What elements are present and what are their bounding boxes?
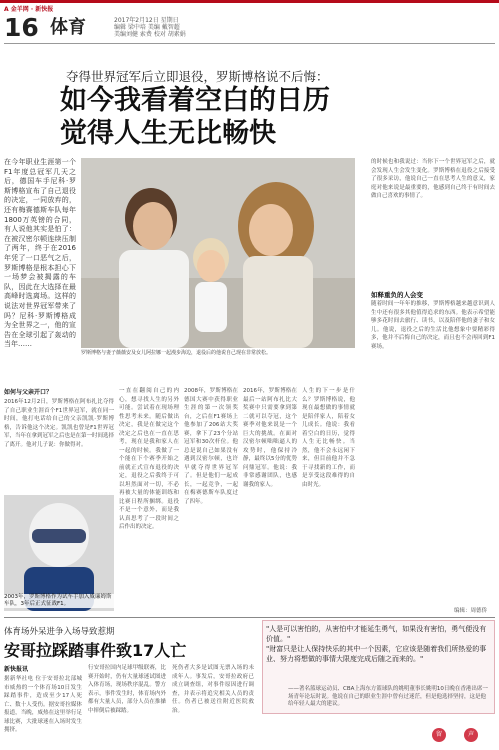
meta-date: 2017年2月12日 星期日 [114,17,179,24]
bottom-story-kicker: 体育场外呆进争入场导致惹期 [4,627,115,637]
headline-line-1: 如今我看着空白的日历 [60,85,330,116]
bottom-column-label: 新快报讯 [4,666,29,673]
story-kicker: 夺得世界冠军后立即退役，罗斯博格说不后悔： [66,69,329,84]
main-photo-caption: 罗斯博格与妻子薇薇安及女儿阿拉娜一起漫步海边，退役后的他说自己现在非常放松。 [81,350,272,356]
body-column-2: 一直在翻阅自己的内心，想寻找人生的另外可能。尝试着在现场理性思考未来。随后做出决定，我是在做完这个决定之后也在一直在思考，现在是我和家人在一起的时候。我做了一个能在下个赛季开始之前就正式宣布退役的决定，退役之后我终于可以坦然面对一切，不必再被大量的体能训练和比赛日程所捆绑。退役不是一个意外，而是我认真思考了一段时间之后作出的决定。 [119,388,179,530]
quote-line-1: "人是可以害怕的，从害怕中才能延生勇气，如果没有害怕，勇气便没有价值。" [266,625,487,643]
badge-left: 留 [432,728,446,742]
body-column-4: 2016年，罗斯博格在最后一站阿布扎比大奖赛中只需要拿到第二就可以夺冠，这个赛季对他来说是一个巨大的挑战。在面对汉密尔顿咄咄逼人的攻势时，他保持冷静，最终以5分的优势问鼎冠军。他说：我非常感谢团队，也感谢我的家人。 [243,388,297,488]
body-column-3: 2008年，罗斯博格在德国大赛中获得职业生涯的第一次领奖台，之后在F1赛场上他参加了206站大奖赛，拿下了23个分站冠军和30次杆位。他总是说自己如果没有遇到汉密尔顿，也许早就夺得世界冠军了。但是他们一起成长，一起竞争，一起在梅赛德斯车队度过了四年。 [184,388,238,505]
page-number: 16 [4,13,39,42]
racing-photo-caption: 2003年，罗斯博格作为试车手加入威廉姆斯车队，3年后正式征战F1。 [4,594,114,608]
main-photo [81,158,355,348]
story-byline: 编辑：周德侨 [454,608,488,614]
sidebar-text-top: 的时候也和我说过：当你下一个世界冠军之后，就会发现人生会发生变化。罗斯博格在退役之后接受了很多采访，他说自己一直在思考人生的意义，家庭对他来说是最重要的，他感到自己终于有时间去做自己喜欢的事情了。 [371,159,495,199]
paper-logo: A 金羊网 · 新快报 [4,6,54,13]
quote-text [266,624,492,664]
bottom-column-3: 死伤者大多是试图无票入场的未成年人。事发后，安哥拉政府已成立调查组，对事件原因进行调查，并表示将追究相关人员的责任。伤者已被送往附近医院救治。 [172,665,254,714]
story-headline [60,84,330,150]
meta-design: 美编刘健 索费 校对 胡素娟 [114,31,186,38]
bottom-divider [4,617,495,618]
column-1-text: 2016年12月2日，罗斯博格在阿布扎比夺得了自己职业生涯首个F1世界冠军，就在同一时间，他打电话给自己的父亲凯凯·罗斯博格，告诉他这个决定。凯凯也曾是F1世界冠军，当年在拿到冠军之后也是在第一时间选择了离开。他对儿子说：你做得对。 [4,399,114,448]
badge-right: 声 [464,728,478,742]
sidebar-heading: 如释重负的人会变 [371,291,423,299]
headline-line-2: 觉得人生无比畅快 [60,118,276,149]
sidebar-text: 随着时间一年年的推移，罗斯博格越来越意识到人生中还有很多其他值得追求的东西。他表示希望能够多花时间去旅行、读书，以及陪伴他的妻子和女儿。他说，退役之后的生活比他想象中要精彩得多，他并不后悔自己的决定，而且也不会再回到F1赛场。 [371,301,495,350]
section-title: 体育 [50,17,86,38]
bottom-column-2: 行安哥拉国内足球甲级联赛，比赛开始时，仍有大量球迷试图进入体育场，现场秩序混乱。警方表示，事件发生时，体育场内外都有大量人员，部分人员在推搡中摔倒后被踩踏。 [88,665,166,714]
bottom-column-1 [4,664,82,744]
meta-editors: 编辑 梁中培 美编 戴智超 [114,24,180,31]
column-subhead: 如何与父亲开口？ [4,389,53,396]
bottom-column-1-text: 据新华社电 位于安哥拉北部城市威热的一个体育场10日发生踩踏事件，造成至少17人死亡、数十人受伤。据安哥拉媒体报道，当晚，威热在这里举行足球比赛，大批球迷在入场时发生拥挤。 [4,676,82,733]
top-accent-bar [0,0,499,3]
masthead-meta [114,17,186,38]
family-photo-illustration [81,158,355,348]
quote-line-2: "财富只是让人保持快乐的其中一个因素，它应该是随着我们所热爱的事业、努力将想做的事情大限度完成后随之而来的。" [266,645,487,663]
masthead-divider [4,43,495,44]
body-column-5: 人生的下一步是什么？罗斯博格说，他现在最想做的事情就是陪伴家人，陪着女儿成长。他说：我看着空白的日历，觉得人生无比畅快。当然，他不会永远闲下来，但目前他并不急于寻找新的工作，而是享受这段难得的自由时光。 [302,388,355,488]
bottom-story-headline: 安哥拉踩踏事件致17人亡 [4,641,187,660]
story-lede: 在今年职业生涯第一个F1年度总冠军几天之后，德国车手尼科·罗斯博格宣布了自己退役的决定，一同放弃的，还有梅赛德斯车队每年1800万英镑的合同，有人说他其实是怕了：在被汉密尔顿连续压制了两年，终于在2016年凭了一口恶气之后，罗斯博格是根本担心下一场梦会被揭露的车队，因此在大选择在最高峰时选离场。这样的说法对世界冠军带来了吗？尼科·罗斯博格成为全世界之一，他的宣告在全球引起了轰动的当年…… [4,158,76,349]
quote-source: ——著名篮球运动员、CBA上海东方篮球队的姚明董事长姚明10日晚在香港出席一场青年论坛时说。他说在自己的职业生涯中曾有过迷茫，但是他选择坚持，这是他给年轻人最大的建议。 [288,686,488,707]
